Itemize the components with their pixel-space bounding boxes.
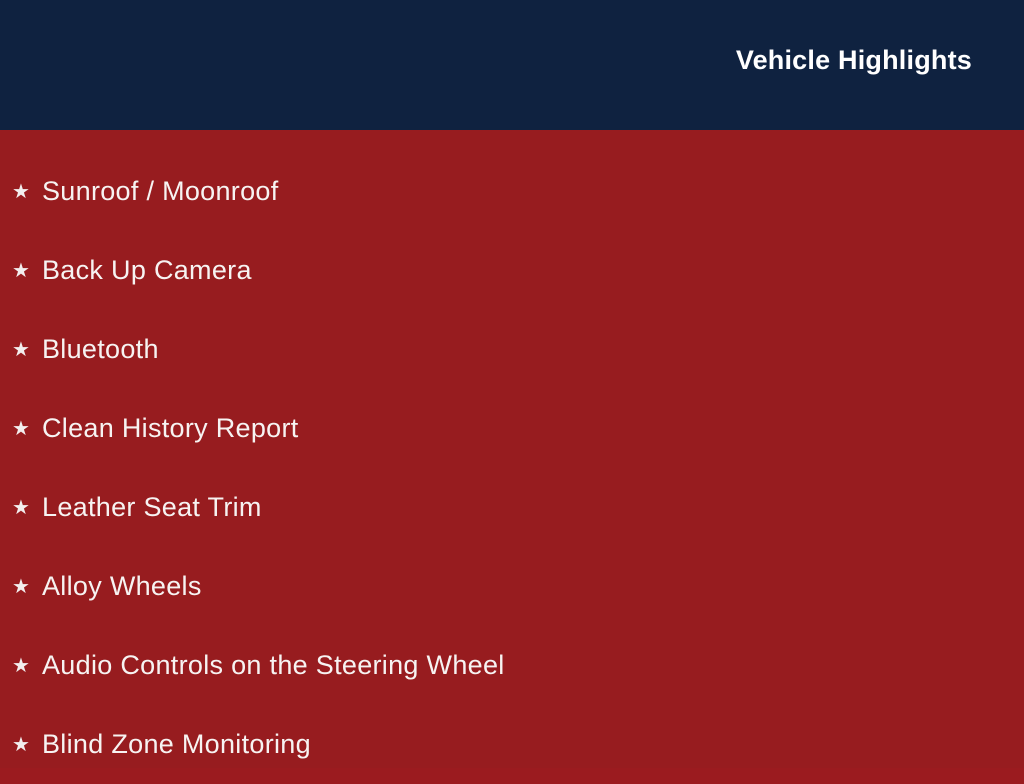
list-item [0,626,1024,705]
list-item [0,705,1024,784]
star-icon: ★ [12,417,30,440]
highlight-label: Sunroof / Moonroof [42,176,279,206]
list-item [0,389,1024,468]
list-item [0,152,1024,231]
header-bar [0,0,1024,130]
list-item [0,547,1024,626]
highlight-label: Leather Seat Trim [42,492,262,522]
star-icon: ★ [12,180,30,203]
list-item [0,468,1024,547]
star-icon: ★ [12,733,30,756]
highlight-label: Back Up Camera [42,255,252,285]
highlight-label: Alloy Wheels [42,571,202,601]
highlight-label: Clean History Report [42,413,299,443]
star-icon: ★ [12,338,30,361]
highlight-label: Bluetooth [42,334,159,364]
highlight-label: Audio Controls on the Steering Wheel [42,650,505,680]
highlights-list [0,130,1024,768]
highlight-label: Blind Zone Monitoring [42,729,311,759]
star-icon: ★ [12,654,30,677]
page-title: Vehicle Highlights [735,45,972,75]
list-item [0,231,1024,310]
star-icon: ★ [12,496,30,519]
star-icon: ★ [12,575,30,598]
list-item [0,310,1024,389]
star-icon: ★ [12,259,30,282]
